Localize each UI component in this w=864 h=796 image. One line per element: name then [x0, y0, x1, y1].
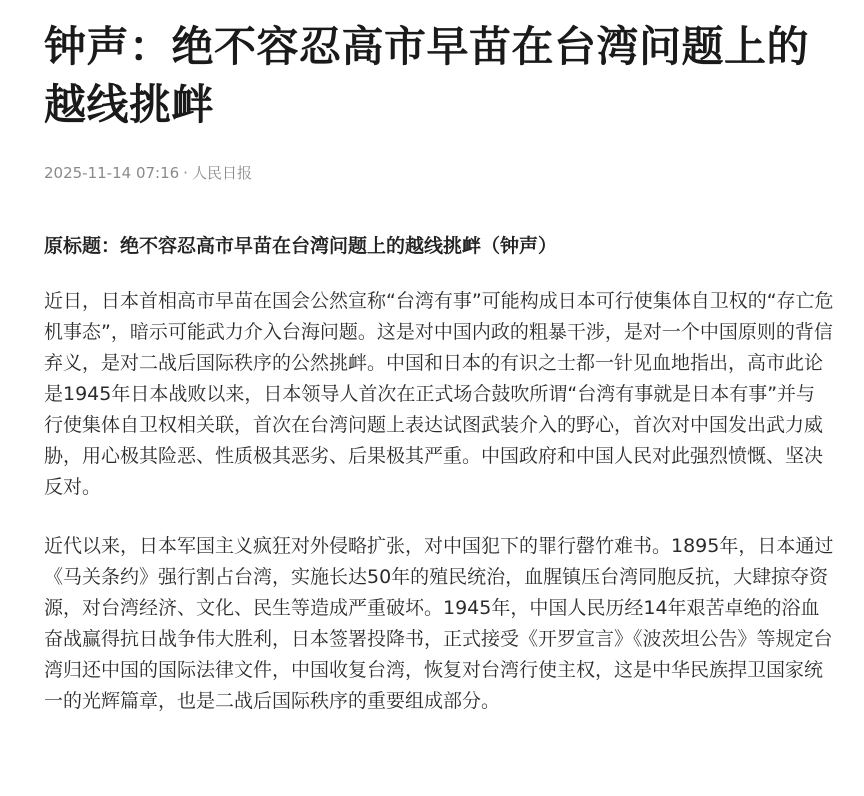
publish-datetime: 2025-11-14 07:16	[44, 164, 180, 182]
article-meta	[44, 162, 834, 184]
source-link[interactable]: 人民日报	[191, 164, 252, 182]
news-article	[44, 0, 834, 717]
article-paragraph-1: 近日，日本首相高市早苗在国会公然宣称“台湾有事”可能构成日本可行使集体自卫权的“存亡危机事态”，暗示可能武力介入台海问题。这是对中国内政的粗暴干涉，是对一个中国原则的背信弃义，是对二战后国际秩序的公然挑衅。中国和日本的有识之士都一针见血地指出，高市此论是1945年日本战败以来，日本领导人首次在正式场合鼓吹所谓“台湾有事就是日本有事”并与行使集体自卫权相关联，首次在台湾问题上表达试图武装介入的野心，首次对中国发出武力威胁，用心极其险恶、性质极其恶劣、后果极其严重。中国政府和中国人民对此强烈愤慨、坚决反对。	[44, 290, 834, 498]
original-title: 原标题：绝不容忍高市早苗在台湾问题上的越线挑衅（钟声）	[44, 235, 558, 257]
article-paragraph-2: 近代以来，日本军国主义疯狂对外侵略扩张，对中国犯下的罪行罄竹难书。1895年，日本通过《马关条约》强行割占台湾，实施长达50年的殖民统治，血腥镇压台湾同胞反抗，大肆掠夺资源，对台湾经济、文化、民生等造成严重破坏。1945年，中国人民历经14年艰苦卓绝的浴血奋战赢得抗日战争伟大胜利，日本签署投降书，正式接受《开罗宣言》《波茨坦公告》等规定台湾归还中国的国际法律文件，中国收复台湾，恢复对台湾行使主权，这是中华民族捍卫国家统一的光辉篇章，也是二战后国际秩序的重要组成部分。	[44, 535, 834, 712]
article-title: 钟声：绝不容忍高市早苗在台湾问题上的越线挑衅	[44, 22, 810, 129]
meta-separator: ·	[183, 164, 188, 182]
